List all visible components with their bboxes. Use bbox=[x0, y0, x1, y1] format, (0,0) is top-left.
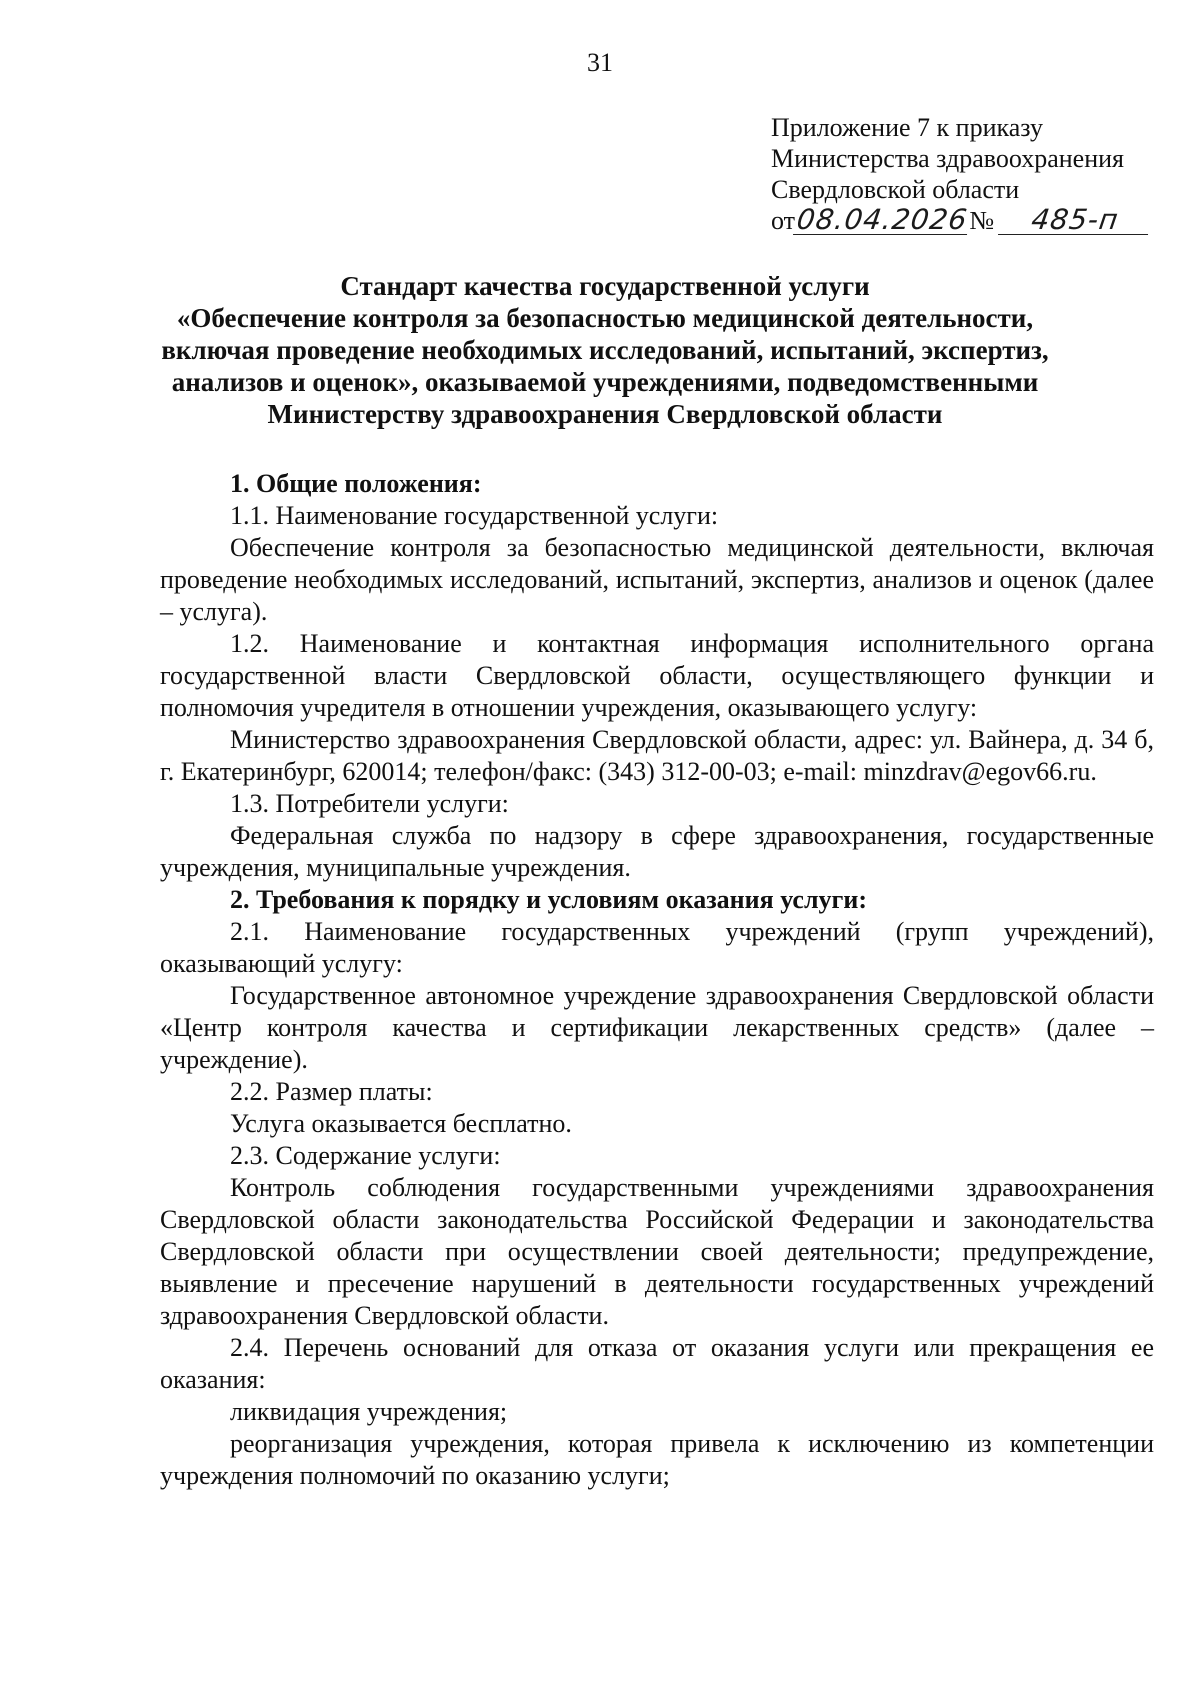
section-1-1-text: Обеспечение контроля за безопасностью медицинской деятельности, включая проведение необходимых исследований, испытаний, экспертиз, анализов и оценок (далее – услуга). bbox=[160, 533, 1154, 626]
section-1-2-text: Министерство здравоохранения Свердловской области, адрес: ул. Вайнера, д. 34 б, г. Екатеринбург, 620014; телефон/факс: (343) 312-00-03; e-mail: minzdrav@egov66.ru. bbox=[160, 725, 1154, 786]
section-2-2-label: 2.2. Размер платы: bbox=[230, 1077, 433, 1106]
section-2-3-label: 2.3. Содержание услуги: bbox=[230, 1141, 501, 1170]
section-1-2-label: 1.2. Наименование и контактная информация исполнительного органа государственной власти Свердловской области, осуществляющего функции и полномочия учредителя в отношении учреждения, оказывающего услугу: bbox=[160, 629, 1154, 722]
section-2-3-text: Контроль соблюдения государственными учреждениями здравоохранения Свердловской области законодательства Российской Федерации и законодательства Свердловской области при осуществлении своей деятельности; предупреждение, выявление и пресечение нарушений в деятельности государственных учреждений здравоохранения Свердловской области. bbox=[160, 1173, 1154, 1330]
title-line-3: включая проведение необходимых исследований, испытаний, экспертиз, bbox=[161, 335, 1049, 365]
title-line-2: «Обеспечение контроля за безопасностью медицинской деятельности, bbox=[176, 303, 1034, 333]
appendix-line-1: Приложение 7 к приказу bbox=[771, 113, 1044, 142]
handwritten-date: 08.04.2026 bbox=[794, 203, 970, 236]
title-line-4: анализов и оценок», оказываемой учреждениями, подведомственными bbox=[171, 367, 1039, 397]
section-2-4-item-2: реорганизация учреждения, которая привела к исключению из компетенции учреждения полномочий по оказанию услуги; bbox=[160, 1429, 1154, 1490]
section-2-4-label: 2.4. Перечень оснований для отказа от оказания услуги или прекращения ее оказания: bbox=[160, 1333, 1154, 1394]
appendix-line-3: Свердловской области bbox=[771, 175, 1020, 204]
appendix-line-2: Министерства здравоохранения bbox=[771, 144, 1124, 173]
section-1-1-label: 1.1. Наименование государственной услуги: bbox=[230, 501, 719, 530]
page-number: 31 bbox=[587, 48, 613, 77]
handwritten-order-number: 485-п bbox=[998, 206, 1152, 235]
section-2-2-text: Услуга оказывается бесплатно. bbox=[230, 1109, 572, 1138]
title-line-1: Стандарт качества государственной услуги bbox=[340, 271, 870, 301]
date-prefix: от bbox=[771, 206, 796, 235]
section-2-heading: 2. Требования к порядку и условиям оказания услуги: bbox=[230, 885, 867, 914]
document-title bbox=[140, 270, 1070, 430]
number-sign: № bbox=[969, 206, 995, 235]
section-1-heading: 1. Общие положения: bbox=[230, 469, 482, 498]
section-2-1-label: 2.1. Наименование государственных учреждений (групп учреждений), оказывающий услугу: bbox=[160, 917, 1154, 978]
title-line-5: Министерству здравоохранения Свердловской области bbox=[267, 399, 943, 429]
section-1-3-text: Федеральная служба по надзору в сфере здравоохранения, государственные учреждения, муниципальные учреждения. bbox=[160, 821, 1154, 882]
appendix-block bbox=[771, 112, 1150, 236]
section-2-1-text: Государственное автономное учреждение здравоохранения Свердловской области «Центр контроля качества и сертификации лекарственных средств» (далее – учреждение). bbox=[160, 981, 1154, 1074]
appendix-date-line bbox=[771, 205, 1150, 236]
section-1-3-label: 1.3. Потребители услуги: bbox=[230, 789, 509, 818]
document-body bbox=[160, 468, 1154, 1492]
section-2-4-item-1: ликвидация учреждения; bbox=[230, 1397, 508, 1426]
